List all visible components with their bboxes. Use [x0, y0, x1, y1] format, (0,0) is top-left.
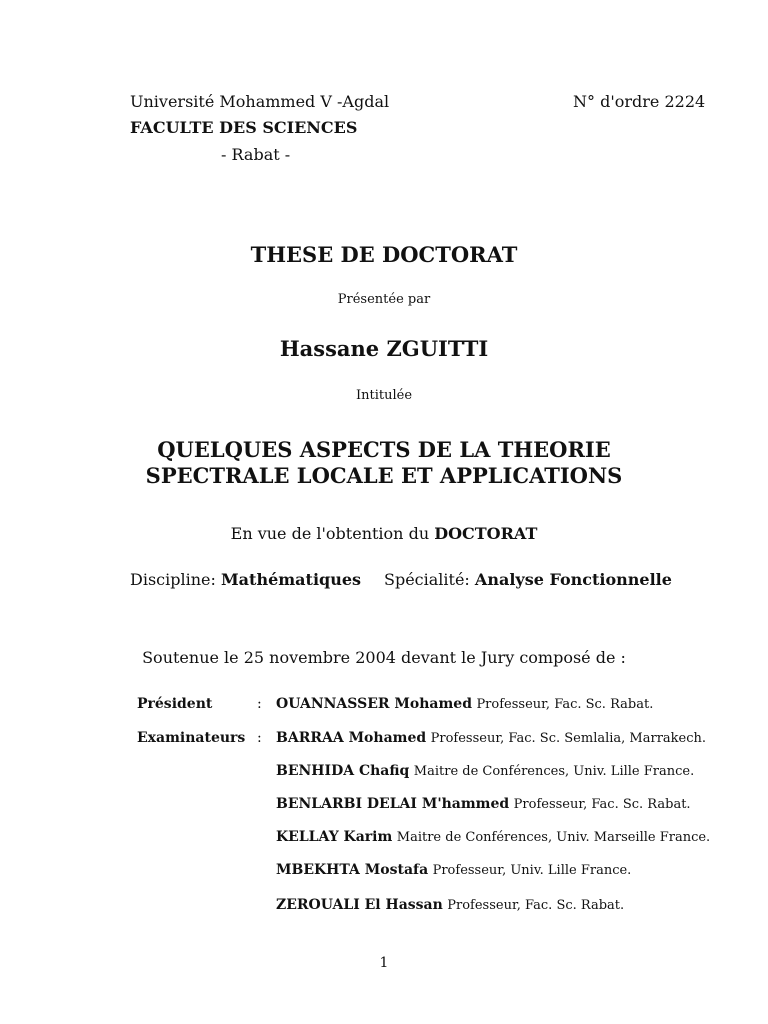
- defense-statement: Soutenue le 25 novembre 2004 devant le Jury composé de :: [142, 648, 626, 667]
- colon: :: [257, 696, 262, 712]
- jury-member: [276, 730, 706, 746]
- member-name: KELLAY Karim: [276, 829, 393, 845]
- examiners-label: Examinateurs: [137, 730, 246, 746]
- jury-member: [276, 763, 694, 779]
- member-affiliation: Maitre de Conférences, Univ. Marseille France.: [396, 830, 711, 845]
- thesis-type: THESE DE DOCTORAT: [250, 242, 518, 267]
- jury-member: [276, 829, 710, 845]
- president-label: Président: [137, 696, 213, 712]
- member-name: ZEROUALI El Hassan: [276, 897, 443, 913]
- university-name: Université Mohammed V -Agdal: [130, 92, 390, 111]
- degree-goal-prefix: En vue de l'obtention du: [230, 524, 430, 543]
- member-affiliation: Professeur, Fac. Sc. Rabat.: [447, 898, 625, 913]
- entitled-label: Intitulée: [355, 388, 413, 403]
- page-number: 1: [379, 955, 389, 971]
- colon: :: [257, 730, 262, 746]
- jury-member: [276, 862, 631, 878]
- member-name: BENHIDA Chafiq: [276, 763, 410, 779]
- thesis-title-line-1: QUELQUES ASPECTS DE LA THEORIE: [157, 437, 611, 462]
- thesis-title: [0, 437, 768, 489]
- faculty-name: FACULTE DES SCIENCES: [130, 118, 358, 137]
- degree-name: DOCTORAT: [434, 524, 538, 543]
- degree-goal: [0, 524, 768, 543]
- member-affiliation: Professeur, Fac. Sc. Rabat.: [476, 697, 654, 712]
- specialty-value: Analyse Fonctionnelle: [474, 570, 672, 589]
- member-affiliation: Maitre de Conférences, Univ. Lille France.: [413, 764, 695, 779]
- jury-member: [276, 696, 653, 712]
- discipline-value: Mathématiques: [220, 570, 362, 589]
- author-name: Hassane ZGUITTI: [279, 336, 489, 361]
- member-affiliation: Professeur, Fac. Sc. Rabat.: [513, 797, 691, 812]
- jury-member: [276, 796, 691, 812]
- member-name: BENLARBI DELAI M'hammed: [276, 796, 510, 812]
- specialty-label: Spécialité:: [384, 570, 470, 589]
- discipline: [130, 570, 361, 589]
- member-name: MBEKHTA Mostafa: [276, 862, 429, 878]
- presented-by-label: Présentée par: [337, 292, 431, 307]
- member-name: BARRAA Mohamed: [276, 730, 427, 746]
- specialty: [384, 570, 672, 589]
- order-number: N° d'ordre 2224: [573, 92, 706, 111]
- member-affiliation: Professeur, Fac. Sc. Semlalia, Marrakech.: [430, 731, 707, 746]
- member-name: OUANNASSER Mohamed: [276, 696, 472, 712]
- discipline-label: Discipline:: [130, 570, 216, 589]
- thesis-title-line-2: SPECTRALE LOCALE ET APPLICATIONS: [145, 463, 623, 488]
- member-affiliation: Professeur, Univ. Lille France.: [432, 863, 632, 878]
- city-name: - Rabat -: [221, 145, 291, 164]
- jury-member: [276, 897, 624, 913]
